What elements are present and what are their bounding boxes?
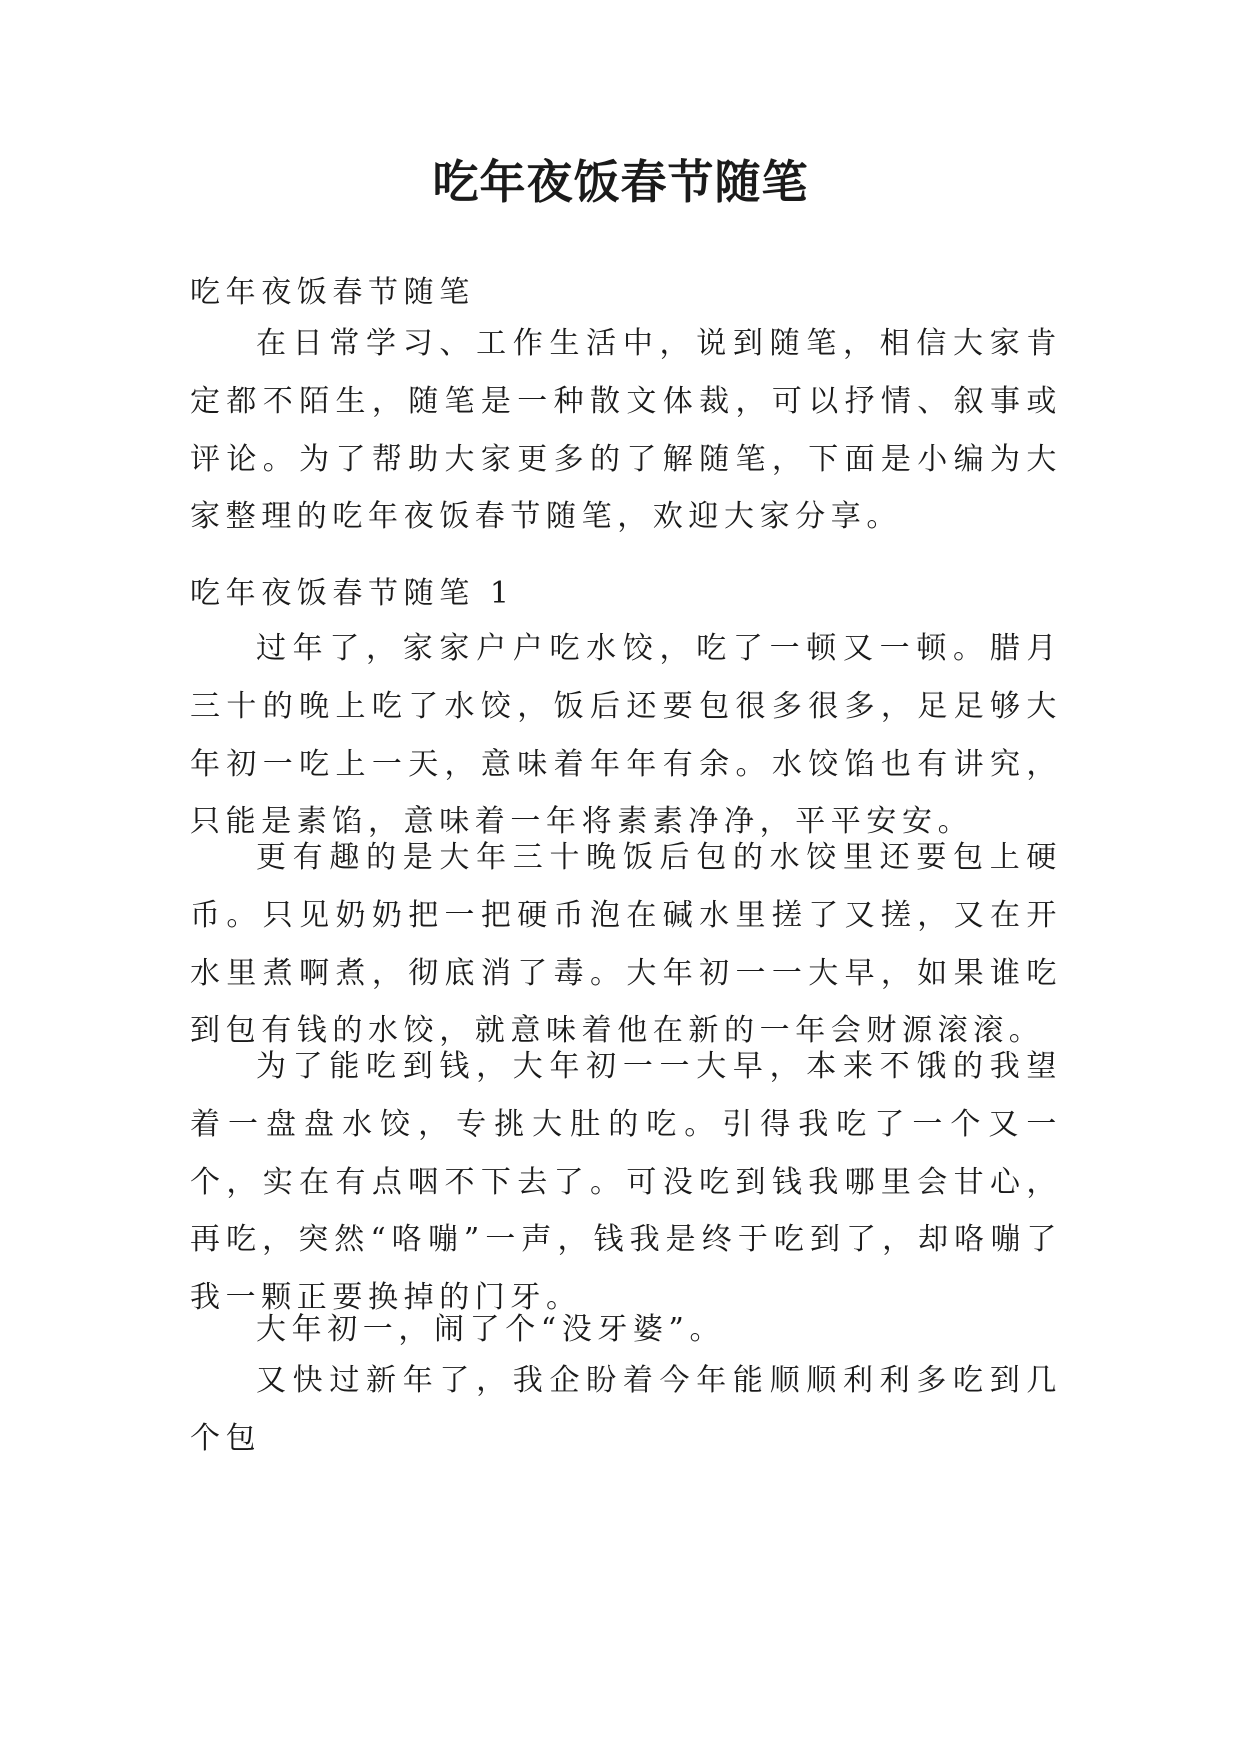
section1-paragraph-2: 更有趣的是大年三十晚饭后包的水饺里还要包上硬币。只见奶奶把一把硬币泡在碱水里搓了又搓，又在开水里煮啊煮，彻底消了毒。大年初一一大早，如果谁吃到包有钱的水饺，就意味着他在新的一年会财源滚滚。 bbox=[190, 840, 1062, 1049]
section1-heading: 吃年夜饭春节随笔 1 bbox=[190, 576, 515, 611]
section1-paragraph-4: 大年初一，闹了个“没牙婆”。 bbox=[256, 1312, 726, 1347]
document-title: 吃年夜饭春节随笔 bbox=[432, 155, 809, 209]
intro-heading: 吃年夜饭春节随笔 bbox=[190, 275, 475, 310]
section1-paragraph-1: 过年了，家家户户吃水饺，吃了一顿又一顿。腊月三十的晚上吃了水饺，饭后还要包很多很多，足足够大年初一吃上一天，意味着年年有余。水饺馅也有讲究，只能是素馅，意味着一年将素素净净，平平安安。 bbox=[190, 631, 1062, 840]
section1-paragraph-5: 又快过新年了，我企盼着今年能顺顺利利多吃到几个包 bbox=[190, 1363, 1062, 1456]
intro-paragraph: 在日常学习、工作生活中，说到随笔，相信大家肯定都不陌生，随笔是一种散文体裁，可以抒情、叙事或评论。为了帮助大家更多的了解随笔，下面是小编为大家整理的吃年夜饭春节随笔，欢迎大家分享。 bbox=[190, 326, 1062, 535]
section1-paragraph-3: 为了能吃到钱，大年初一一大早，本来不饿的我望着一盘盘水饺，专挑大肚的吃。引得我吃了一个又一个，实在有点咽不下去了。可没吃到钱我哪里会甘心，再吃，突然“咯嘣”一声，钱我是终于吃到了，却咯嘣了我一颗正要换掉的门牙。 bbox=[190, 1049, 1062, 1316]
